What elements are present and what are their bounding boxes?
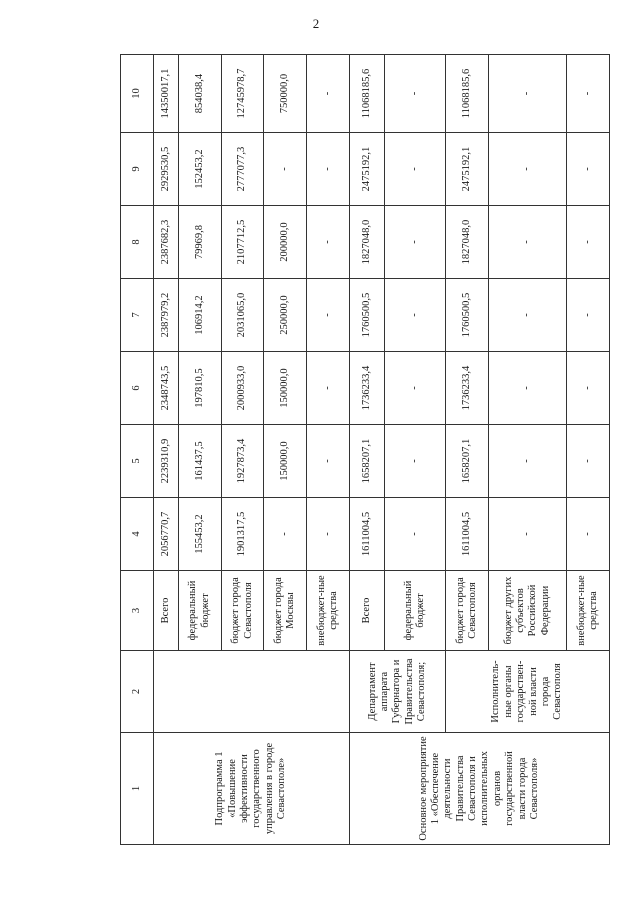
- value-cell: -: [264, 133, 307, 206]
- value-cell: 2239310,9: [154, 425, 179, 498]
- header-cell: 9: [121, 133, 154, 206]
- funding-source: внебюджет-ные средства: [567, 571, 610, 651]
- value-cell: 1760500,5: [446, 279, 489, 352]
- value-cell: -: [567, 206, 610, 279]
- value-cell: -: [567, 425, 610, 498]
- value-cell: -: [385, 352, 446, 425]
- value-cell: -: [488, 133, 566, 206]
- value-cell: 250000,0: [264, 279, 307, 352]
- value-cell: 11068185,6: [349, 55, 384, 133]
- value-cell: 2475192,1: [446, 133, 489, 206]
- header-cell: 6: [121, 352, 154, 425]
- funding-source: федеральный бюджет: [385, 571, 446, 651]
- header-cell: 5: [121, 425, 154, 498]
- value-cell: 79969,8: [178, 206, 221, 279]
- funding-source: бюджет города Севастополя: [221, 571, 264, 651]
- table-row: [349, 55, 384, 845]
- value-cell: 1611004,5: [349, 498, 384, 571]
- value-cell: 2387979,2: [154, 279, 179, 352]
- value-cell: 155453,2: [178, 498, 221, 571]
- value-cell: 2000933,0: [221, 352, 264, 425]
- value-cell: -: [567, 279, 610, 352]
- funding-source: федеральный бюджет: [178, 571, 221, 651]
- funding-source: бюджет города Севастополя: [446, 571, 489, 651]
- value-cell: 150000,0: [264, 425, 307, 498]
- value-cell: -: [307, 352, 350, 425]
- header-cell: 8: [121, 206, 154, 279]
- header-cell: 2: [121, 651, 154, 733]
- value-cell: -: [385, 279, 446, 352]
- measure-executor: Департамент аппарата Губернатора и Правительства Севастополя;: [349, 651, 445, 733]
- header-cell: 7: [121, 279, 154, 352]
- value-cell: -: [567, 498, 610, 571]
- value-cell: -: [307, 279, 350, 352]
- budget-table-rotated: [120, 55, 610, 845]
- value-cell: 152453,2: [178, 133, 221, 206]
- value-cell: 2348743,5: [154, 352, 179, 425]
- value-cell: 12745978,7: [221, 55, 264, 133]
- value-cell: 1827048,0: [349, 206, 384, 279]
- value-cell: 2056770,7: [154, 498, 179, 571]
- funding-source: бюджет города Москвы: [264, 571, 307, 651]
- value-cell: 750000,0: [264, 55, 307, 133]
- value-cell: 2929530,5: [154, 133, 179, 206]
- value-cell: -: [307, 425, 350, 498]
- subprogram-executor: [154, 651, 350, 733]
- value-cell: -: [307, 498, 350, 571]
- value-cell: -: [567, 352, 610, 425]
- value-cell: -: [567, 55, 610, 133]
- value-cell: -: [488, 279, 566, 352]
- value-cell: 1658207,1: [349, 425, 384, 498]
- value-cell: 106914,2: [178, 279, 221, 352]
- value-cell: 1736233,4: [446, 352, 489, 425]
- funding-source: внебюджет-ные средства: [307, 571, 350, 651]
- value-cell: -: [307, 55, 350, 133]
- subprogram-title: Подпрограмма 1 «Повышение эффективности государственного управления в городе Севастополе»: [154, 733, 350, 845]
- value-cell: -: [488, 498, 566, 571]
- value-cell: 1901317,5: [221, 498, 264, 571]
- budget-table: [120, 54, 610, 845]
- header-row: [121, 55, 154, 845]
- value-cell: 1736233,4: [349, 352, 384, 425]
- header-cell: 3: [121, 571, 154, 651]
- value-cell: -: [385, 206, 446, 279]
- funding-source: Всего: [349, 571, 384, 651]
- measure-executor: Исполнитель-ные органы государствен-ной власти города Севастополя: [446, 651, 610, 733]
- value-cell: 2107712,5: [221, 206, 264, 279]
- table-row: [154, 55, 179, 845]
- value-cell: 11068185,6: [446, 55, 489, 133]
- funding-source: Всего: [154, 571, 179, 651]
- value-cell: -: [488, 55, 566, 133]
- value-cell: -: [385, 55, 446, 133]
- value-cell: -: [488, 352, 566, 425]
- value-cell: 197810,5: [178, 352, 221, 425]
- value-cell: 2777077,3: [221, 133, 264, 206]
- table-row: [446, 55, 489, 845]
- value-cell: -: [488, 425, 566, 498]
- value-cell: 1760500,5: [349, 279, 384, 352]
- value-cell: 161437,5: [178, 425, 221, 498]
- header-cell: 10: [121, 55, 154, 133]
- value-cell: -: [385, 498, 446, 571]
- value-cell: 1658207,1: [446, 425, 489, 498]
- value-cell: -: [488, 206, 566, 279]
- value-cell: -: [567, 133, 610, 206]
- value-cell: 1927873,4: [221, 425, 264, 498]
- value-cell: -: [385, 133, 446, 206]
- value-cell: 14350017,1: [154, 55, 179, 133]
- value-cell: 1827048,0: [446, 206, 489, 279]
- value-cell: 2475192,1: [349, 133, 384, 206]
- value-cell: 2387682,3: [154, 206, 179, 279]
- header-cell: 1: [121, 733, 154, 845]
- header-cell: 4: [121, 498, 154, 571]
- funding-source: бюджет других субъектов Российской Федерации: [488, 571, 566, 651]
- value-cell: -: [385, 425, 446, 498]
- value-cell: -: [307, 133, 350, 206]
- value-cell: 150000,0: [264, 352, 307, 425]
- value-cell: 2031065,0: [221, 279, 264, 352]
- value-cell: 200000,0: [264, 206, 307, 279]
- value-cell: -: [307, 206, 350, 279]
- value-cell: 1611004,5: [446, 498, 489, 571]
- value-cell: 854038,4: [178, 55, 221, 133]
- value-cell: -: [264, 498, 307, 571]
- measure-title: Основное мероприятие 1 «Обеспечение деятельности Правительства Севастополя и исполнительных органов государственной власти города Севастополя»: [349, 733, 609, 845]
- page-number: 2: [312, 16, 320, 31]
